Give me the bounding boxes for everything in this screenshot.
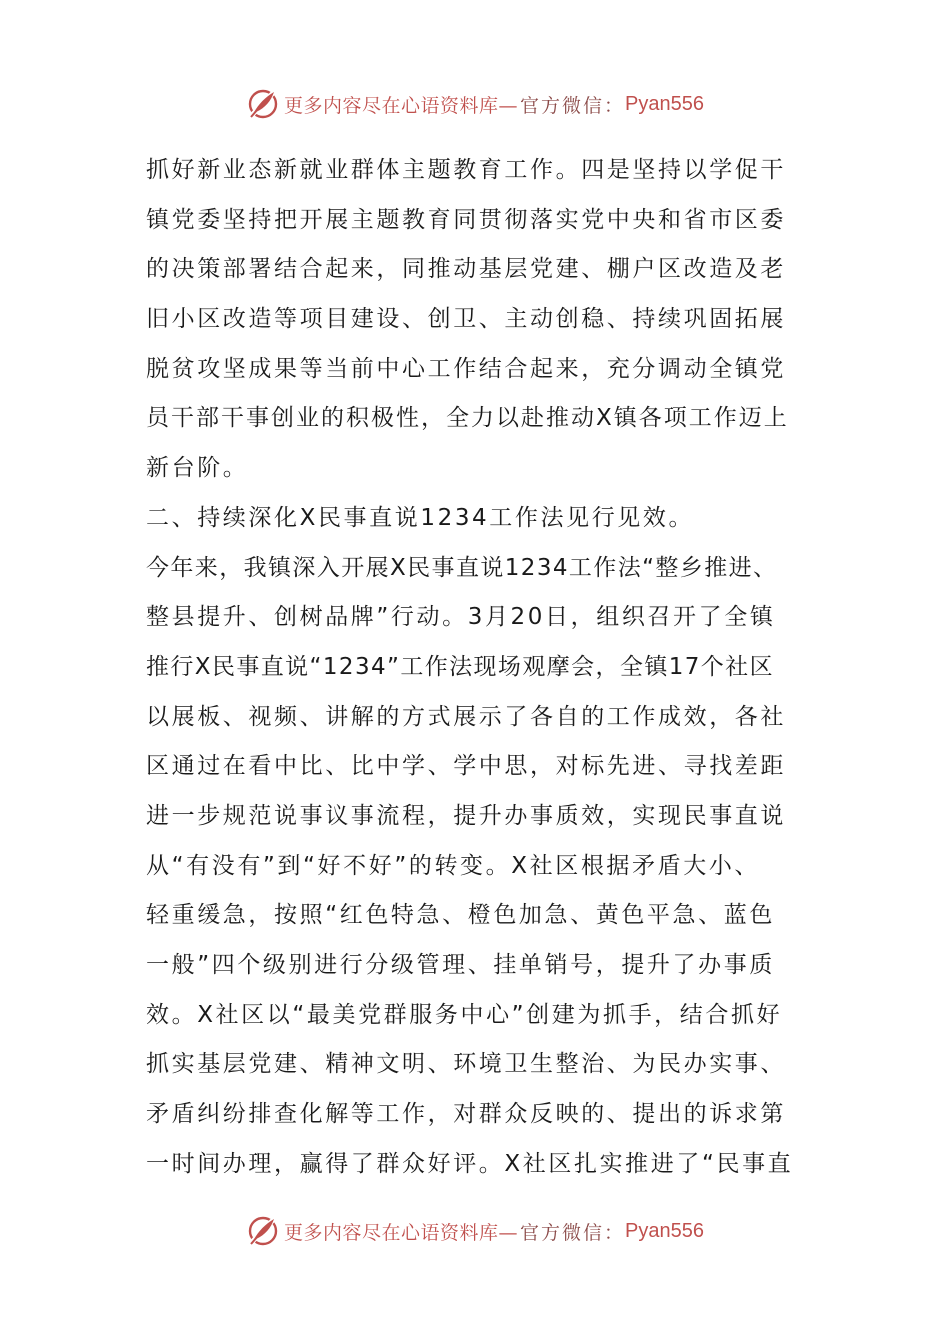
body-line: 员干部干事创业的积极性，全力以赴推动X镇各项工作迈上 <box>146 405 789 432</box>
body-line: 镇党委坚持把开展主题教育同贯彻落实党中央和省市区委 <box>146 206 786 233</box>
body-line: 一般”四个级别进行分级管理、挂单销号，提升了办事质 <box>146 952 775 978</box>
wechat-handle: Pyan556 <box>625 92 704 115</box>
body-line: 矛盾纠纷排查化解等工作，对群众反映的、提出的诉求第 <box>146 1101 786 1128</box>
body-line: 整县提升、创树品牌”行动。3月20日，组织召开了全镇 <box>146 604 776 631</box>
body-line: 旧小区改造等项目建设、创卫、主动创稳、持续巩固拓展 <box>146 306 786 333</box>
body-line: 新台阶。 <box>146 455 249 482</box>
body-line: 脱贫攻坚成果等当前中心工作结合起来，充分调动全镇党 <box>146 355 786 382</box>
quill-logo-icon <box>246 1214 280 1248</box>
body-line: 的决策部署结合起来，同推动基层党建、棚户区改造及老 <box>146 256 786 283</box>
footer-banner <box>0 1211 950 1251</box>
quill-logo-icon <box>246 87 280 121</box>
body-line: 进一步规范说事议事流程，提升办事质效，实现民事直说 <box>146 802 786 829</box>
header-banner <box>0 84 950 124</box>
body-line: 以展板、视频、讲解的方式展示了各自的工作成效，各社 <box>146 703 786 730</box>
wechat-handle: Pyan556 <box>625 1219 704 1242</box>
body-line: 效。X社区以“最美党群服务中心”创建为抓手，结合抓好 <box>146 1001 783 1028</box>
body-line: 从“有没有”到“好不好”的转变。X社区根据矛盾大小、 <box>146 852 761 879</box>
wechat-label: 官方微信： <box>520 94 626 117</box>
body-line: 今年来，我镇深入开展X民事直说1234工作法“整乡推进、 <box>146 554 778 581</box>
body-line: 抓好新业态新就业群体主题教育工作。四是坚持以学促干 <box>146 157 786 183</box>
body-line: 一时间办理，赢得了群众好评。X社区扎实推进了“民事直 <box>146 1150 794 1177</box>
banner-text: 更多内容尽在心语资料库— <box>284 94 519 117</box>
document-body <box>146 146 826 1189</box>
body-line: 推行X民事直说“1234”工作法现场观摩会，全镇17个社区 <box>146 653 774 680</box>
banner-text: 更多内容尽在心语资料库— <box>284 1221 519 1244</box>
section-heading: 二、持续深化X民事直说1234工作法见行见效。 <box>146 504 695 531</box>
body-line: 抓实基层党建、精神文明、环境卫生整治、为民办实事、 <box>146 1051 786 1078</box>
body-line: 轻重缓急，按照“红色特急、橙色加急、黄色平急、蓝色 <box>146 902 775 929</box>
body-line: 区通过在看中比、比中学、学中思，对标先进、寻找差距 <box>146 753 786 780</box>
wechat-label: 官方微信： <box>520 1221 626 1244</box>
